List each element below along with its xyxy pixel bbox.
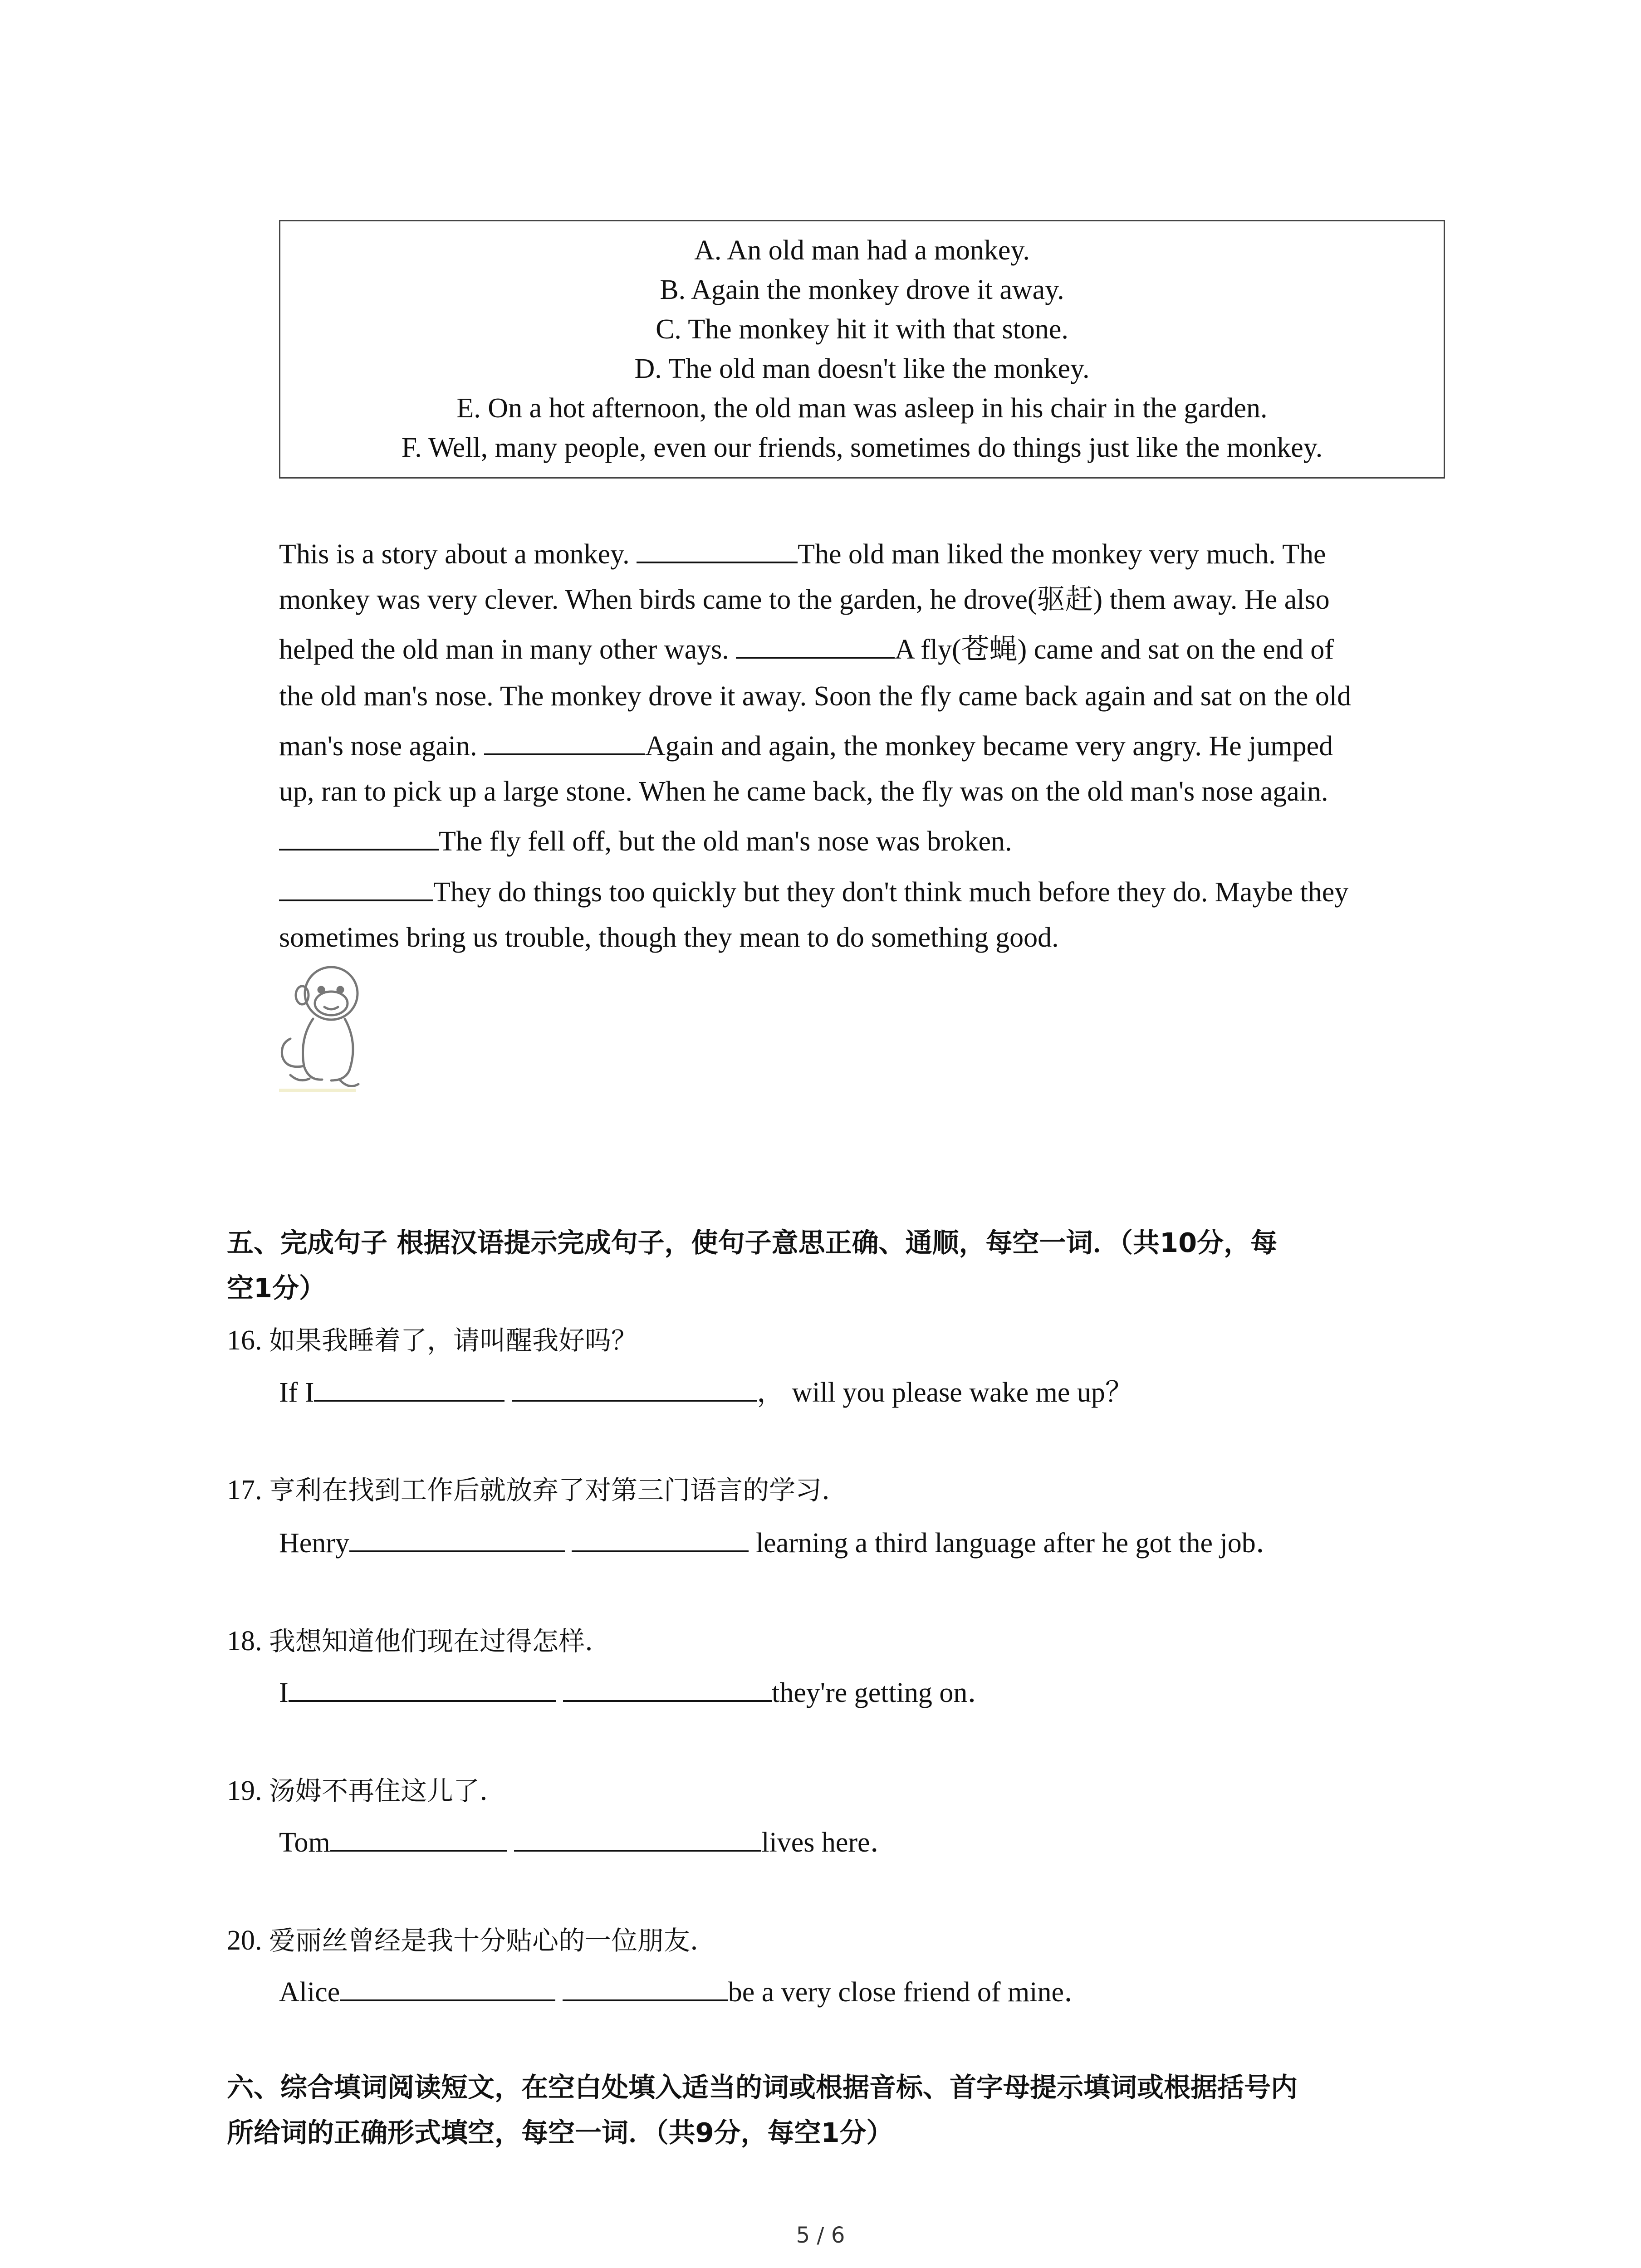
question-17-prompt — [227, 1472, 848, 1508]
passage-text: A fly(苍蝇) came and sat on the end of — [895, 634, 1334, 665]
sentence-start: Henry — [279, 1528, 349, 1559]
section-5-heading-line-1: 五、完成句子 根据汉语提示完成句子，使句子意思正确、通顺，每空一词．（共10分，每 — [227, 1227, 1278, 1258]
option-f: F. Well, many people, even our friends, sometimes do things just like the monkey. — [401, 432, 1323, 463]
answer-blank[interactable] — [484, 727, 645, 755]
answer-blank[interactable] — [572, 1524, 749, 1552]
passage-text: The old man liked the monkey very much. The — [798, 539, 1326, 570]
question-chinese: 汤姆不再住这儿了． — [269, 1775, 506, 1806]
illustration-shadow — [279, 1089, 356, 1092]
question-18-prompt — [227, 1623, 611, 1659]
answer-blank[interactable] — [512, 1374, 757, 1402]
passage-text: Again and again, the monkey became very angry. He jumped — [645, 731, 1333, 762]
question-chinese: 如果我睡着了，请叫醒我好吗？ — [269, 1325, 638, 1356]
question-19-sentence — [279, 1823, 898, 1861]
options-box — [279, 220, 1445, 479]
page-number: 5 / 6 — [796, 2223, 845, 2248]
option-c: C. The monkey hit it with that stone. — [656, 314, 1068, 345]
answer-blank[interactable] — [279, 873, 433, 901]
question-20-prompt — [227, 1922, 716, 1959]
sentence-start: Alice — [279, 1977, 340, 2008]
answer-blank[interactable] — [279, 822, 439, 850]
answer-blank[interactable] — [349, 1524, 565, 1552]
question-number: 19. — [227, 1775, 262, 1806]
answer-blank[interactable] — [514, 1823, 761, 1852]
sentence-end: lives here． — [761, 1827, 898, 1858]
section-6-heading-line-2: 所给词的正确形式填空，每空一词．（共9分，每空1分） — [227, 2117, 893, 2148]
section-6-heading-line-1: 六、综合填词阅读短文，在空白处填入适当的词或根据音标、首字母提示填词或根据括号内 — [227, 2072, 1298, 2103]
answer-blank[interactable] — [289, 1674, 556, 1702]
passage-line-7 — [279, 822, 1012, 860]
question-16-prompt — [227, 1322, 637, 1359]
passage-text: They do things too quickly but they don't think much before they do. Maybe they — [433, 877, 1349, 908]
section-5-heading-line-2: 空1分） — [227, 1272, 326, 1304]
sentence-start: If I — [279, 1377, 314, 1408]
passage-line-8 — [279, 873, 1348, 910]
question-16-sentence — [279, 1374, 1133, 1411]
monkey-illustration — [272, 962, 377, 1107]
passage-line-9: sometimes bring us trouble, though they mean to do something good. — [279, 922, 1059, 953]
question-19-prompt — [227, 1773, 506, 1809]
passage-line-3 — [279, 631, 1334, 668]
question-chinese: 亨利在找到工作后就放弃了对第三门语言的学习． — [269, 1475, 848, 1505]
answer-blank[interactable] — [563, 1973, 728, 2001]
answer-blank[interactable] — [736, 631, 895, 659]
passage-line-2: monkey was very clever. When birds came to the garden, he drove(驱赶) them away. He also — [279, 584, 1330, 615]
sentence-end: ， will you please wake me up？ — [756, 1377, 1133, 1408]
passage-line-5 — [279, 727, 1333, 764]
question-number: 16. — [227, 1325, 262, 1356]
sentence-end: they're getting on． — [772, 1677, 996, 1708]
question-number: 18. — [227, 1626, 262, 1657]
answer-blank[interactable] — [563, 1674, 772, 1702]
answer-blank[interactable] — [314, 1374, 505, 1402]
question-chinese: 爱丽丝曾经是我十分贴心的一位朋友． — [269, 1925, 717, 1956]
option-d: D. The old man doesn't like the monkey. — [634, 353, 1090, 384]
passage-text: This is a story about a monkey. — [279, 539, 637, 570]
passage-line-6: up, ran to pick up a large stone. When he came back, the fly was on the old man's nose again. — [279, 776, 1328, 807]
passage-text: man's nose again. — [279, 731, 484, 762]
option-a: A. An old man had a monkey. — [694, 235, 1030, 266]
passage-line-1 — [279, 535, 1326, 572]
question-chinese: 我想知道他们现在过得怎样． — [269, 1626, 612, 1657]
sentence-end: learning a third language after he got the job． — [749, 1528, 1284, 1559]
question-number: 20. — [227, 1925, 262, 1956]
sentence-start: I — [279, 1677, 289, 1708]
sentence-end: be a very close friend of mine． — [728, 1977, 1092, 2008]
option-b: B. Again the monkey drove it away. — [660, 274, 1064, 305]
passage-text: The fly fell off, but the old man's nose was broken. — [439, 826, 1012, 857]
question-17-sentence — [279, 1524, 1284, 1561]
passage-text: helped the old man in many other ways. — [279, 634, 736, 665]
question-18-sentence — [279, 1674, 995, 1711]
answer-blank[interactable] — [340, 1973, 555, 2001]
sentence-start: Tom — [279, 1827, 330, 1858]
answer-blank[interactable] — [637, 535, 798, 563]
question-number: 17. — [227, 1475, 262, 1505]
question-20-sentence — [279, 1973, 1092, 2010]
answer-blank[interactable] — [330, 1823, 507, 1852]
option-e: E. On a hot afternoon, the old man was asleep in his chair in the garden. — [456, 393, 1268, 424]
passage-line-4: the old man's nose. The monkey drove it away. Soon the fly came back again and sat on the old — [279, 681, 1352, 712]
